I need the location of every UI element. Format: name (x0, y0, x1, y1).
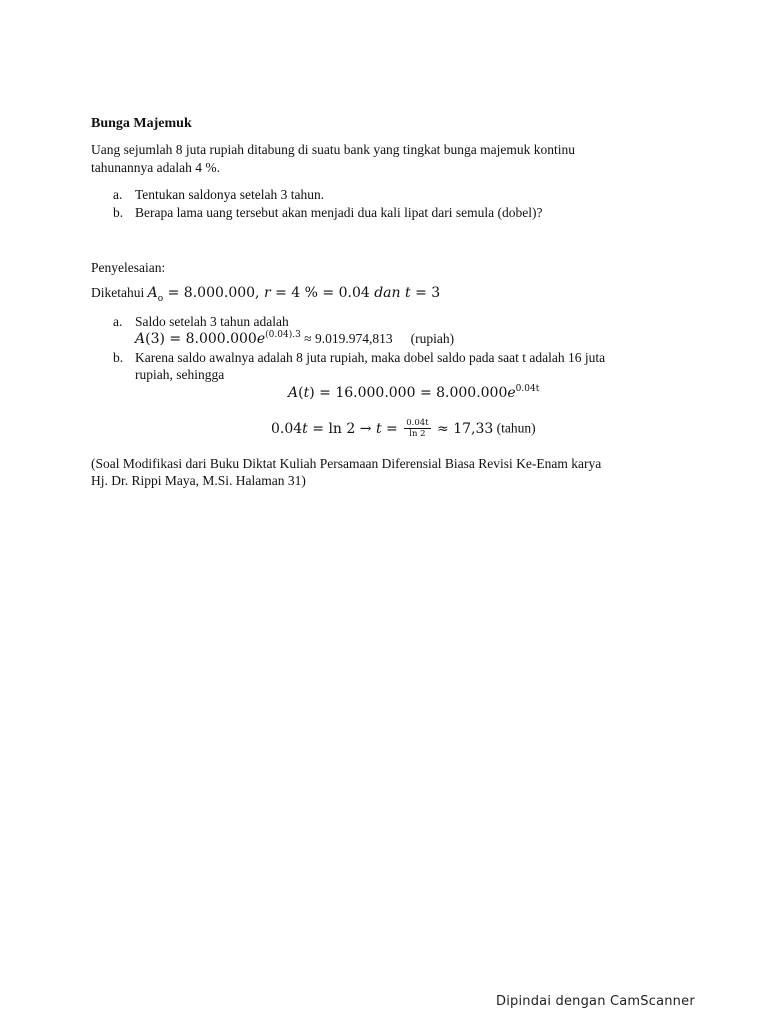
known-values (91, 285, 440, 304)
known-equation: $A_o = 8.000.000$, r = 4 % = 0.04 dan t = 3 (147, 285, 441, 304)
solution-heading: Penyelesaian: (91, 260, 166, 275)
scanner-watermark: Dipindai dengan CamScanner (496, 994, 695, 1009)
unit-label: (tahun) (496, 420, 536, 436)
item-text: Saldo setelah 3 tahun adalah (135, 314, 289, 329)
problem-line-2: tahunannya adalah 4 %. (91, 160, 220, 175)
solution-item-b-cont: rupiah, sehingga (135, 367, 225, 382)
problem-line-1: Uang sejumlah 8 juta rupiah ditabung di suatu bank yang tingkat bunga majemuk kontinu (91, 142, 576, 157)
item-text: Berapa lama uang tersebut akan menjadi dua kali lipat dari semula (dobel)? (135, 205, 543, 220)
item-label: b. (113, 350, 124, 365)
unit-label: (rupiah) (410, 331, 455, 346)
fraction: $\frac{0.04t}{\ln 2}$ (406, 418, 429, 439)
equation-b1: $A(t) = 16.000.000 = 8.000.000e^{0.04t}$ (288, 384, 540, 401)
problem-item-a (113, 187, 324, 203)
item-text: Tentukan saldonya setelah 3 tahun. (135, 187, 325, 202)
item-label: a. (113, 314, 123, 329)
document-title: Bunga Majemuk (91, 116, 192, 131)
source-line-1: (Soal Modifikasi dari Buku Diktat Kuliah Persamaan Diferensial Biasa Revisi Ke-Enam karya (91, 456, 602, 471)
solution-item-a (113, 314, 289, 330)
item-label: a. (113, 187, 123, 202)
known-prefix: Diketahui (91, 285, 145, 300)
solution-item-b (113, 350, 605, 366)
item-text: Karena saldo awalnya adalah 8 juta rupiah, maka dobel saldo pada saat t adalah 16 juta (135, 350, 606, 365)
problem-item-b (113, 205, 542, 221)
item-label: b. (113, 205, 124, 220)
equation-a: $A(3) = 8.000.000e^{(0.04).3} \approx 9.019.974,813$ (rupiah) (135, 330, 455, 347)
source-line-2: Hj. Dr. Rippi Maya, M.Si. Halaman 31) (91, 473, 306, 488)
equation-b2: 0.04t = ln 2 → t = $\frac{0.04t}{\ln 2}$ ≈ 17,33 (tahun) (271, 418, 536, 439)
